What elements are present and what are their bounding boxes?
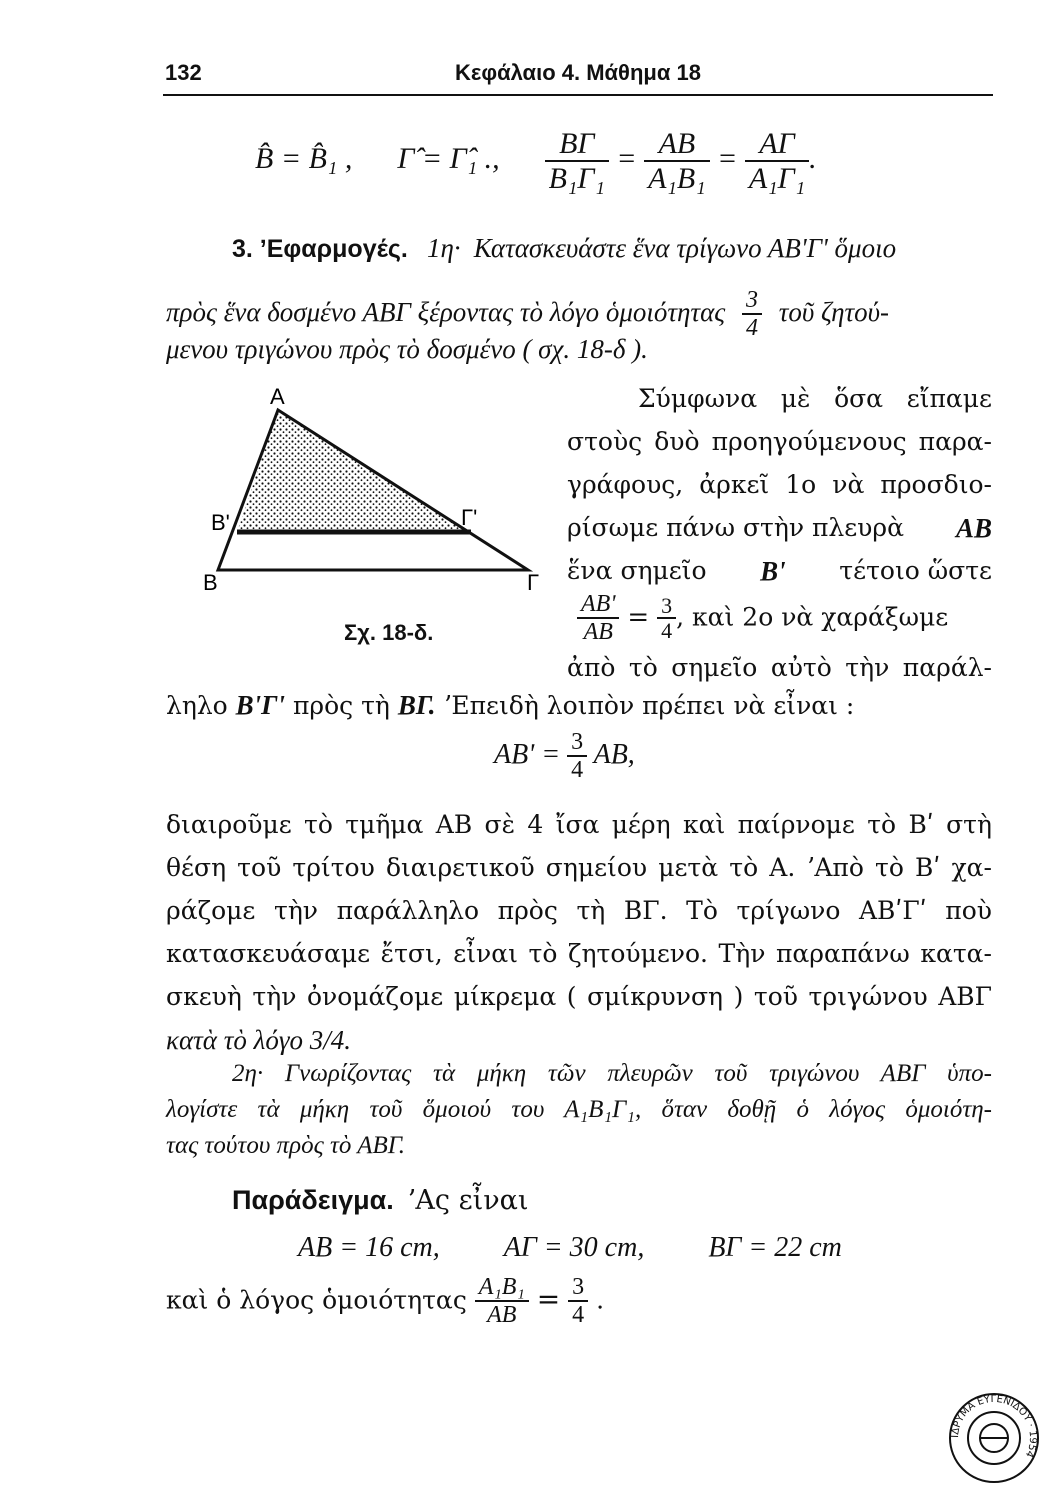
para1-line-7: ἀπὸ τὸ σημεῖο αὐτὸ τὴν παράλ-: [567, 653, 992, 682]
angle-eq-b: B̂ = B̂₁ ,: [255, 142, 353, 176]
ratio-fraction: $\frac{3}{4}$: [742, 288, 762, 342]
para2-line-3: ράζομε τὴν παράλληλο πρὸς τὴ ΒΓ. Τὸ τρίγωνο ΑΒʹΓʹ ποὺ: [166, 896, 992, 925]
fraction-ag: $\frac{A\Gamma}{\text{Α₁Γ₁}}$: [745, 128, 809, 195]
para1-line-8: ληλο ΒʹΓʹ πρὸς τὴ ΒΓ. ʼΕπειδὴ λοιπὸν πρέπει νὰ εἶναι :: [166, 690, 855, 720]
example-values: ΑΒ = 16 cm, ΑΓ = 30 cm, ΒΓ = 22 cm: [298, 1232, 842, 1263]
angle-eq-g: Γ̂ = Γ̂₁ .,: [397, 142, 500, 176]
para2-line-4: κατασκευάσαμε ἔτσι, εἶναι τὸ ζητούμενο. Τὴν παραπάνω κατα-: [166, 939, 992, 968]
para2-line-6: κατὰ τὸ λόγο 3/4.: [166, 1025, 351, 1055]
example-ratio-line: καὶ ὁ λόγος ὁμοιότητας $\frac{\text{Α₁Β₁}}{AB}$ = $\frac{3}{4}$ .: [166, 1274, 605, 1329]
vertex-b-label: Β: [203, 570, 218, 595]
vertex-g-label: Γ: [527, 570, 540, 595]
example-heading-line: Παράδειγμα. ʼΑς εἶναι: [232, 1185, 529, 1216]
triangle-figure: [195, 380, 565, 650]
para1-line-1: Σύμφωνα μὲ ὅσα εἴπαμε: [638, 384, 992, 413]
equation-ab-prime: ΑΒʹ = $\frac{3}{4}$ ΑΒ,: [494, 729, 635, 784]
para1-line-5: ἕνα σημεῖο Βʹ τέτοιο ὥστε: [567, 556, 992, 586]
second-line-3: τας τούτου πρὸς τὸ ΑΒΓ.: [166, 1132, 406, 1159]
para1-line-3: γράφους, ἀρκεῖ 1ο νὰ προσδιο-: [567, 470, 992, 499]
applications-line-1: 3. ʼΕφαρμογές. 1η· Κατασκευάστε ἕνα τρίγωνο ΑΒʹΓʹ ὅμοιο: [232, 233, 897, 263]
applications-line-2: πρὸς ἕνα δοσμένο ΑΒΓ ξέροντας τὸ λόγο ὁμοιότητας $\frac{3}{4}$ τοῦ ζητού-: [166, 287, 890, 342]
example-heading: Παράδειγμα.: [232, 1185, 394, 1215]
vertex-a-label: Α: [270, 384, 285, 409]
fraction-bg: $\frac{B\Gamma}{\text{Β₁Γ₁}}$: [545, 128, 609, 195]
para1-line-6: $\frac{\text{ΑΒʹ}}{AB}$ = $\frac{3}{4}$ , καὶ 2ο νὰ χαράξωμε: [577, 592, 948, 646]
top-formula: B̂ = B̂₁ , Γ̂ = Γ̂₁ ., $\frac{B\Gamma}{\text{Β₁Γ₁}}$ = $\frac{AB}{\text{Α₁Β₁}}$ = $\frac{A\Gamma}{\text{Α₁Γ₁}}$ .: [255, 127, 817, 195]
para1-line-2: στοὺς δυὸ προηγούμενους παρα-: [567, 427, 992, 456]
figure-caption: Σχ. 18-δ.: [344, 620, 434, 645]
para2-line-5: σκευὴ τὴν ὀνομάζομε μίκρεμα ( σμίκρυνση ) τοῦ τριγώνου ΑΒΓ: [166, 982, 992, 1011]
foundation-stamp: [946, 1390, 1042, 1486]
stamp-text: ΙΔΡΥΜΑ ΕΥΓΕΝΙΔΟΥ · 1954: [949, 1393, 1039, 1459]
header-rule: [163, 94, 993, 96]
chapter-title: Κεφάλαιο 4. Μάθημα 18: [455, 60, 701, 85]
second-line-2: λογίστε τὰ μήκη τοῦ ὅμοιού του Α₁Β₁Γ₁, ὅταν δοθῇ ὁ λόγος ὁμοιότη-: [166, 1096, 992, 1123]
svg-text:ΙΔΡΥΜΑ ΕΥΓΕΝΙΔΟΥ · 1954: [950, 1394, 1038, 1459]
para2-line-2: θέση τοῦ τρίτου διαιρετικοῦ σημείου μετὰ τὸ Α. ʼΑπὸ τὸ Βʹ χα-: [166, 853, 992, 882]
vertex-b1-label: Βʹ: [211, 510, 230, 535]
applications-line-3: μενου τριγώνου πρὸς τὸ δοσμένο ( σχ. 18-δ ).: [166, 334, 648, 364]
para1-line-4: ρίσωμε πάνω στὴν πλευρὰ ΑΒ: [567, 513, 992, 543]
fraction-ab: $\frac{AB}{\text{Α₁Β₁}}$: [644, 128, 710, 195]
para2-line-1: διαιροῦμε τὸ τμῆμα ΑΒ σὲ 4 ἴσα μέρη καὶ παίρνομε τὸ Βʹ στὴ: [166, 810, 992, 839]
second-line-1: 2η· Γνωρίζοντας τὰ μήκη τῶν πλευρῶν τοῦ τριγώνου ΑΒΓ ὑπο-: [232, 1060, 992, 1087]
vertex-g1-label: Γʹ: [461, 505, 478, 530]
applications-heading: 3. ʼΕφαρμογές.: [232, 235, 408, 263]
page-number: 132: [165, 60, 202, 85]
